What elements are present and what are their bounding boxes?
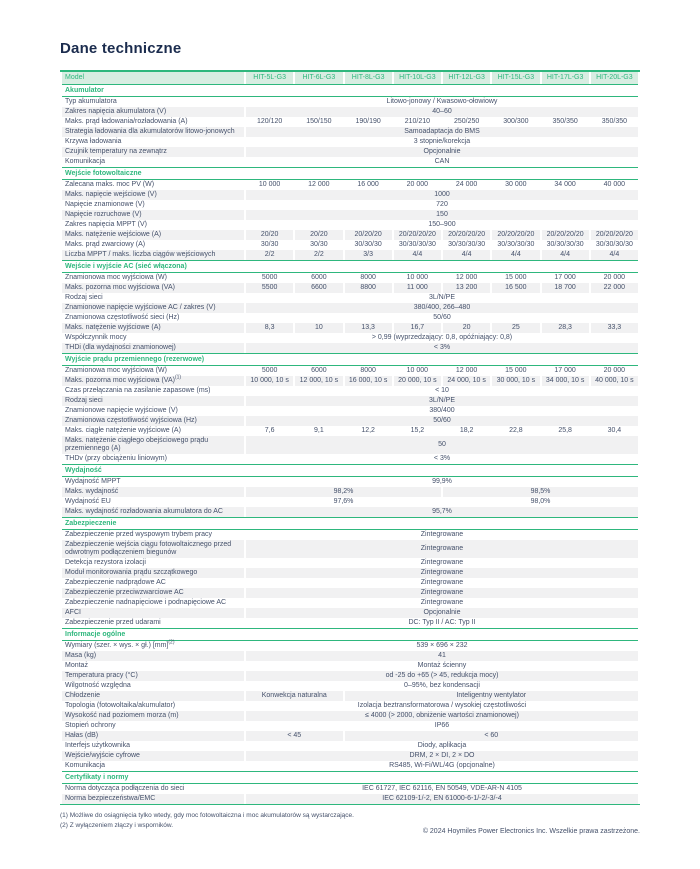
spec-value: 6000 — [311, 367, 327, 374]
spec-value: 10 000 — [406, 367, 429, 374]
spec-value: Izolacja beztransformatorowa / wysokiej częstotliwości — [357, 702, 527, 709]
spec-row — [62, 323, 638, 333]
spec-row — [62, 568, 638, 578]
spec-value: 30/30/30/30 — [398, 241, 436, 248]
spec-row — [62, 303, 638, 313]
spec-value: 24 000, 10 s — [443, 376, 490, 386]
spec-value: 300/300 — [503, 118, 529, 125]
spec-row-label: Zakres napięcia akumulatora (V) — [62, 107, 244, 117]
spec-row-label: Rodzaj sieci — [65, 294, 103, 301]
spec-row — [62, 250, 638, 260]
spec-value: 17 000 — [554, 367, 576, 374]
spec-row-label: Moduł monitorowania prądu szczątkowego — [62, 568, 244, 578]
spec-value: 30/30/30/30 — [497, 241, 535, 248]
spec-value: 20 000 — [603, 274, 626, 281]
spec-row-label: Maks. napięcie wejściowe (V) — [62, 190, 244, 200]
spec-value: 20/20/20 — [345, 230, 392, 240]
section-title: Akumulator — [62, 84, 638, 97]
spec-row-label: Krzywa ładowania — [65, 138, 122, 145]
spec-row — [62, 97, 638, 107]
spec-value: 30/30/30/30 — [595, 241, 633, 248]
spec-value: 50/60 — [433, 314, 451, 321]
spec-value: 539 × 696 × 232 — [416, 642, 468, 649]
spec-value: 12 000 — [308, 181, 330, 188]
spec-row — [62, 741, 638, 751]
spec-row — [62, 273, 638, 283]
spec-value: 18,2 — [459, 427, 474, 434]
footnote-2: (2) Z wyłączeniem złączy i wsporników. — [60, 822, 174, 829]
spec-row-label: Maks. wydajność — [62, 487, 244, 497]
spec-value: 4/4 — [394, 250, 441, 260]
spec-row-label: Znamionowa moc wyjściowa (W) — [65, 274, 167, 281]
spec-row-label: Zakres napięcia MPPT (V) — [65, 221, 147, 228]
spec-value: 4/4 — [492, 250, 539, 260]
spec-row — [62, 711, 638, 721]
spec-value: 22,8 — [509, 427, 523, 434]
spec-value: 13,3 — [345, 323, 392, 333]
spec-row — [62, 283, 638, 293]
section-title: Wejście i wyjście AC (sieć włączona) — [62, 260, 638, 273]
spec-value: ≤ 4000 (> 2000, obniżenie wartości znamionowej) — [246, 711, 638, 721]
spec-row-label: Wydajność EU — [65, 498, 111, 505]
spec-row-label: Wilgotność względna — [65, 682, 131, 689]
spec-value: 210/210 — [404, 118, 431, 125]
spec-row — [62, 598, 638, 608]
spec-value: > 0,99 (wyprzedzający: 0,8, opóźniający: 0,8) — [371, 334, 513, 341]
spec-value: Zintegrowane — [420, 579, 464, 586]
spec-value: 98,5% — [443, 487, 638, 497]
spec-row-label: Maks. ciągłe natężenie wyjściowe (A) — [65, 427, 181, 434]
footnote-marker: (1) — [174, 374, 182, 381]
spec-row — [62, 293, 638, 303]
spec-value: 8000 — [360, 367, 376, 374]
spec-row — [62, 721, 638, 731]
spec-row — [62, 651, 638, 661]
spec-value: 10 000 — [406, 274, 429, 281]
spec-row-label: Maks. pozorna moc wyjściowa (VA) — [62, 283, 244, 293]
spec-value: 3 stopnie/korekcja — [413, 138, 471, 145]
spec-row-label: Znamionowe napięcie wyjściowe (V) — [65, 407, 178, 414]
section-header-row — [62, 353, 638, 366]
spec-row — [62, 477, 638, 487]
spec-row-label: Komunikacja — [65, 762, 106, 769]
spec-row-label: Maks. natężenie ciągłego obejściowego prądu przemiennego (A) — [62, 436, 244, 454]
spec-value: 20/20 — [246, 230, 293, 240]
spec-value: IEC 61727, IEC 62116, EN 50549, VDE-AR-N 4105 — [362, 785, 522, 792]
spec-value: 33,3 — [591, 323, 638, 333]
spec-value: 15,2 — [410, 427, 425, 434]
spec-row-label: Wysokość nad poziomem morza (m) — [62, 711, 244, 721]
spec-row-label: Znamionowa częstotliwość wyjściowa (Hz) — [62, 416, 244, 426]
spec-value: 8000 — [360, 274, 376, 281]
spec-row — [62, 578, 638, 588]
spec-value: Zintegrowane — [420, 599, 464, 606]
spec-row-label: Maks. natężenie wyjściowe (A) — [62, 323, 244, 333]
spec-row-label: Współczynnik mocy — [65, 334, 127, 341]
spec-row-label: Maks. pozorna moc wyjściowa (VA)$^{(1)}$ — [62, 376, 244, 386]
spec-row — [62, 343, 638, 353]
spec-value: 150–900 — [428, 221, 456, 228]
spec-value: 34 000 — [554, 181, 576, 188]
spec-value: Diody, aplikacja — [417, 742, 467, 749]
spec-value: 20/20/20/20 — [591, 230, 638, 240]
spec-row — [62, 588, 638, 598]
spec-value: 50 — [246, 436, 638, 454]
spec-value: 16 500 — [492, 283, 539, 293]
section-header-row — [62, 260, 638, 273]
spec-row — [62, 200, 638, 210]
spec-value: 97,6% — [333, 498, 354, 505]
spec-value: 12 000, 10 s — [295, 376, 342, 386]
spec-value: od -25 do +65 (> 45, redukcja mocy) — [246, 671, 638, 681]
spec-value: 30,4 — [607, 427, 622, 434]
spec-value: 2/2 — [295, 250, 342, 260]
spec-value: Inteligentny wentylator — [345, 691, 639, 701]
spec-value: 12,2 — [361, 427, 375, 434]
spec-row — [62, 137, 638, 147]
spec-value: Konwekcja naturalna — [246, 691, 343, 701]
spec-value: DC: Typ II / AC: Typ II — [408, 619, 476, 626]
spec-value: 30 000, 10 s — [492, 376, 539, 386]
spec-row-label: Zalecana maks. moc PV (W) — [65, 181, 155, 188]
spec-value: IEC 62109-1/-2, EN 61000-6-1/-2/-3/-4 — [246, 794, 638, 804]
spec-row-label: AFCI — [62, 608, 244, 618]
section-header-row — [62, 84, 638, 97]
spec-value: 15 000 — [505, 367, 527, 374]
spec-value: 30/30/30/30 — [448, 241, 486, 248]
spec-value: 20/20/20/20 — [542, 230, 589, 240]
spec-row-label: Czujnik temperatury na zewnątrz — [62, 147, 244, 157]
section-title: Wyjście prądu przemiennego (rezerwowe) — [62, 353, 638, 366]
spec-value: 30/30 — [260, 241, 279, 248]
model-column-header: HIT-15L-G3 — [492, 72, 539, 84]
spec-value: 50/60 — [246, 416, 638, 426]
spec-row-label: Znamionowa częstotliwość sieci (Hz) — [65, 314, 180, 321]
spec-row — [62, 530, 638, 540]
spec-value: Opcjonalnie — [246, 608, 638, 618]
spec-value: Litowo-jonowy / Kwasowo-ołowiowy — [386, 98, 498, 105]
spec-row-label: Wydajność MPPT — [65, 478, 121, 485]
spec-value: 30 000 — [505, 181, 527, 188]
spec-row-label: Norma bezpieczeństwa/EMC — [62, 794, 244, 804]
spec-row — [62, 691, 638, 701]
spec-row — [62, 117, 638, 127]
spec-value: 20/20/20/20 — [443, 230, 490, 240]
spec-value: Opcjonalnie — [246, 147, 638, 157]
spec-value: 24 000 — [455, 181, 478, 188]
spec-row — [62, 210, 638, 220]
spec-value: RS485, Wi-Fi/WL/4G (opcjonalne) — [389, 762, 495, 769]
model-header-label: Model — [62, 72, 244, 84]
model-column-header: HIT-17L-G3 — [542, 72, 589, 84]
spec-value: 20 000, 10 s — [394, 376, 441, 386]
section-header-row — [62, 628, 638, 641]
spec-value: 40 000, 10 s — [591, 376, 638, 386]
spec-value: 25,8 — [558, 427, 572, 434]
section-header-row — [62, 517, 638, 530]
spec-value: 18 700 — [542, 283, 589, 293]
spec-row-label: Napięcie znamionowe (V) — [65, 201, 145, 208]
spec-row-label: Norma dotycząca podłączenia do sieci — [65, 785, 185, 792]
spec-value: < 45 — [246, 731, 343, 741]
section-header-row — [62, 771, 638, 784]
spec-value: 380/400 — [429, 407, 455, 414]
spec-row-label: Napięcie rozruchowe (V) — [62, 210, 244, 220]
spec-row — [62, 157, 638, 167]
spec-row-label: Rodzaj sieci — [62, 396, 244, 406]
spec-row-label: THDv (przy obciążeniu liniowym) — [65, 455, 167, 462]
spec-value: 7,6 — [264, 427, 275, 434]
spec-row — [62, 386, 638, 396]
spec-row-label: Montaż — [65, 662, 88, 669]
spec-value: 150 — [246, 210, 638, 220]
model-column-header: HIT-12L-G3 — [443, 72, 490, 84]
spec-value: 0–95%, bez kondensacji — [404, 682, 480, 689]
spec-value: < 3% — [246, 343, 638, 353]
spec-value: < 60 — [345, 731, 639, 741]
spec-row — [62, 618, 638, 628]
spec-row — [62, 671, 638, 681]
spec-row-label: Zabezpieczenie nadnapięciowe i podnapięciowe AC — [65, 599, 227, 606]
spec-row — [62, 794, 638, 804]
spec-row — [62, 641, 638, 651]
spec-value: 98,2% — [246, 487, 441, 497]
spec-value: 16 000, 10 s — [345, 376, 392, 386]
spec-value: 9,1 — [314, 427, 324, 434]
spec-value: 25 — [492, 323, 539, 333]
spec-value: 2/2 — [246, 250, 293, 260]
spec-value: 5000 — [261, 367, 278, 374]
spec-row — [62, 220, 638, 230]
page-title: Dane techniczne — [60, 40, 182, 57]
spec-value: 11 000 — [394, 283, 441, 293]
spec-value: 6600 — [295, 283, 342, 293]
spec-row — [62, 366, 638, 376]
spec-value: 4/4 — [542, 250, 589, 260]
model-column-header: HIT-6L-G3 — [295, 72, 342, 84]
spec-row-label: Maks. prąd ładowania/rozładowania (A) — [65, 118, 188, 125]
spec-value: 41 — [246, 651, 638, 661]
spec-value: Montaż ścienny — [417, 662, 467, 669]
spec-value: 5500 — [246, 283, 293, 293]
spec-row — [62, 436, 638, 454]
spec-row-label: Maks. wydajność rozładowania akumulatora do AC — [62, 507, 244, 517]
spec-value: 28,3 — [542, 323, 589, 333]
model-column-header: HIT-20L-G3 — [591, 72, 638, 84]
spec-row-label: Czas przełączania na zasilanie zapasowe (ms) — [65, 387, 211, 394]
spec-row-label: Znamionowa moc wyjściowa (W) — [65, 367, 167, 374]
spec-row-label: Wymiary (szer. × wys. × gł.) [mm]$^{(2)}$ — [65, 639, 175, 649]
model-column-header: HIT-8L-G3 — [345, 72, 392, 84]
spec-row — [62, 507, 638, 517]
spec-value: 8800 — [345, 283, 392, 293]
section-title: Zabezpieczenie — [62, 517, 638, 530]
spec-value: 16,7 — [394, 323, 441, 333]
spec-row-label: Zabezpieczenie przed udarami — [65, 619, 161, 626]
spec-value: 12 000 — [455, 274, 478, 281]
spec-row — [62, 376, 638, 386]
section-title: Certyfikaty i normy — [62, 771, 638, 784]
spec-table-wrapper — [60, 70, 640, 805]
spec-value: 3/3 — [345, 250, 392, 260]
spec-value: 4/4 — [591, 250, 638, 260]
spec-row — [62, 333, 638, 343]
spec-value: 20/20/20/20 — [394, 230, 441, 240]
spec-value: 250/250 — [453, 118, 480, 125]
section-header-row — [62, 464, 638, 477]
spec-row-label: Zabezpieczenie przeciwzwarciowe AC — [62, 588, 244, 598]
section-title: Wejście fotowoltaiczne — [62, 167, 638, 180]
section-header-row — [62, 167, 638, 180]
spec-row-label: Komunikacja — [65, 158, 106, 165]
spec-value: 16 000 — [357, 181, 379, 188]
spec-value: < 3% — [433, 455, 451, 462]
spec-value: 98,0% — [530, 498, 551, 505]
spec-row — [62, 487, 638, 497]
section-title: Informacje ogólne — [62, 628, 638, 641]
spec-row-label: Maks. prąd zwarciowy (A) — [65, 241, 146, 248]
spec-row-label: Strategia ładowania dla akumulatorów litowo-jonowych — [62, 127, 244, 137]
spec-value: 4/4 — [443, 250, 490, 260]
spec-row — [62, 784, 638, 794]
spec-value: 350/350 — [552, 118, 578, 125]
spec-value: 95,7% — [246, 507, 638, 517]
spec-row-label: Zabezpieczenie nadprądowe AC — [65, 579, 166, 586]
spec-row — [62, 180, 638, 190]
spec-row — [62, 426, 638, 436]
spec-row-label: Zabezpieczenie wejścia ciągu fotowoltaicznego przed odwrotnym podłączeniem biegunów — [62, 540, 244, 558]
spec-row — [62, 661, 638, 671]
spec-row-label: Interfejs użytkownika — [65, 742, 130, 749]
spec-row — [62, 396, 638, 406]
copyright-notice: © 2024 Hoymiles Power Electronics Inc. Wszelkie prawa zastrzeżone. — [422, 828, 640, 835]
spec-row-label: THDi (dla wydajności znamionowej) — [62, 343, 244, 353]
spec-value: Zintegrowane — [246, 588, 638, 598]
spec-value: 10 — [295, 323, 342, 333]
spec-value: 190/190 — [355, 118, 381, 125]
spec-value: 30/30/30 — [354, 241, 382, 248]
spec-value: DRM, 2 × DI, 2 × DO — [246, 751, 638, 761]
spec-value: 10 000, 10 s — [246, 376, 293, 386]
spec-value: 5000 — [261, 274, 278, 281]
footnote-marker: (2) — [168, 639, 175, 646]
spec-value: 10 000 — [258, 181, 281, 188]
spec-value: 20/20/20/20 — [492, 230, 539, 240]
spec-row — [62, 240, 638, 250]
spec-value: 120/120 — [256, 118, 283, 125]
spec-row — [62, 701, 638, 711]
spec-row-label: Temperatura pracy (°C) — [62, 671, 244, 681]
spec-row — [62, 406, 638, 416]
spec-value: Zintegrowane — [246, 540, 638, 558]
spec-row — [62, 608, 638, 618]
spec-value: 40 000 — [603, 181, 626, 188]
model-header-row — [62, 72, 638, 84]
spec-value: 20 000 — [406, 181, 429, 188]
spec-value: 3L/N/PE — [428, 294, 456, 301]
spec-value: Samoadaptacja do BMS — [246, 127, 638, 137]
spec-value: < 10 — [435, 387, 449, 394]
spec-row-label: Typ akumulatora — [65, 98, 117, 105]
spec-row-label: Maks. natężenie wejściowe (A) — [62, 230, 244, 240]
spec-value: 1000 — [246, 190, 638, 200]
spec-value: 40–60 — [246, 107, 638, 117]
spec-value: 17 000 — [554, 274, 576, 281]
spec-row — [62, 127, 638, 137]
spec-row — [62, 454, 638, 464]
spec-value: 380/400, 266–480 — [246, 303, 638, 313]
spec-value: 20 — [443, 323, 490, 333]
spec-row — [62, 558, 638, 568]
spec-value: 20 000 — [603, 367, 626, 374]
spec-value: 6000 — [311, 274, 327, 281]
spec-value: 3L/N/PE — [246, 396, 638, 406]
spec-row-label: Detekcja rezystora izolacji — [65, 559, 146, 566]
spec-row — [62, 190, 638, 200]
spec-row-label: Zabezpieczenie przed wyspowym trybem pracy — [65, 531, 213, 538]
spec-row — [62, 230, 638, 240]
spec-value: 12 000 — [455, 367, 478, 374]
spec-value: IP66 — [434, 722, 450, 729]
spec-value: 99,9% — [432, 478, 452, 485]
spec-row — [62, 761, 638, 771]
spec-row — [62, 751, 638, 761]
spec-row — [62, 147, 638, 157]
spec-row — [62, 497, 638, 507]
spec-value: 22 000 — [591, 283, 638, 293]
spec-row-label: Wejście/wyjście cyfrowe — [62, 751, 244, 761]
spec-row-label: Chłodzenie — [62, 691, 244, 701]
spec-value: 30/30 — [310, 241, 328, 248]
footnote-1: (1) Możliwe do osiągnięcia tylko wtedy, gdy moc fotowoltaiczna i moc akumulatorów są wystarczające. — [60, 812, 354, 819]
spec-value: Zintegrowane — [420, 531, 464, 538]
spec-row — [62, 107, 638, 117]
spec-value: 20/20 — [295, 230, 342, 240]
spec-value: 350/350 — [601, 118, 628, 125]
spec-row — [62, 681, 638, 691]
spec-value: 30/30/30/30 — [546, 241, 584, 248]
spec-value: CAN — [434, 158, 450, 165]
spec-value: 150/150 — [306, 118, 332, 125]
spec-row-label: Masa (kg) — [62, 651, 244, 661]
spec-value: 720 — [436, 201, 448, 208]
spec-row — [62, 416, 638, 426]
model-column-header: HIT-10L-G3 — [394, 72, 441, 84]
spec-value: Zintegrowane — [246, 568, 638, 578]
spec-row-label: Hałas (dB) — [62, 731, 244, 741]
spec-value: 8,3 — [246, 323, 293, 333]
spec-row-label: Liczba MPPT / maks. liczba ciągów wejściowych — [62, 250, 244, 260]
spec-value: 34 000, 10 s — [542, 376, 589, 386]
spec-row-label: Znamionowe napięcie wyjściowe AC / zakres (V) — [62, 303, 244, 313]
spec-row-label: Topologia (fotowoltaika/akumulator) — [65, 702, 176, 709]
spec-row — [62, 540, 638, 558]
spec-value: 13 200 — [443, 283, 490, 293]
spec-value: Zintegrowane — [420, 559, 464, 566]
section-title: Wydajność — [62, 464, 638, 477]
spec-value: 15 000 — [505, 274, 527, 281]
model-column-header: HIT-5L-G3 — [246, 72, 293, 84]
spec-row — [62, 731, 638, 741]
spec-row — [62, 313, 638, 323]
spec-row-label: Stopień ochrony — [65, 722, 116, 729]
spec-table — [60, 72, 640, 804]
